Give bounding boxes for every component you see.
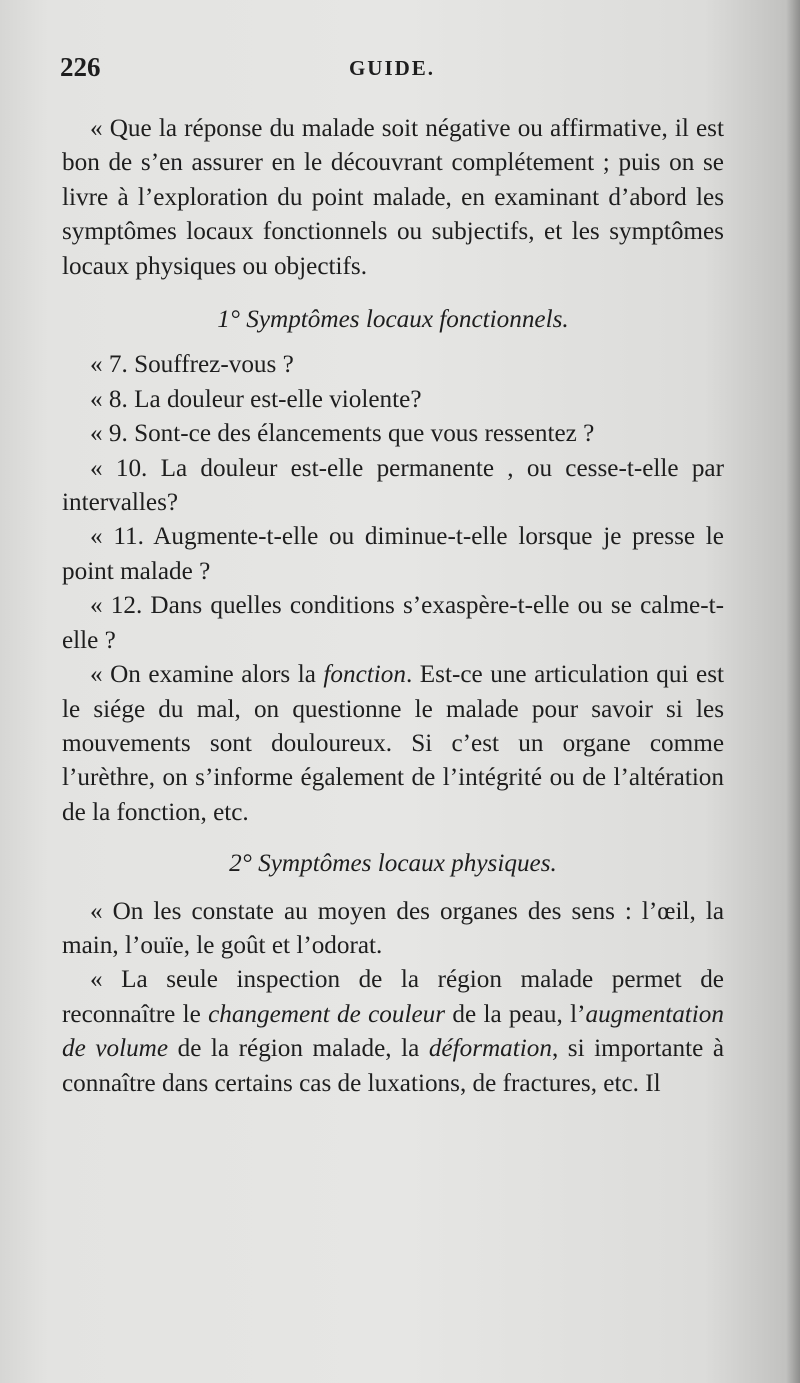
question-8: « 8. La douleur est-elle violente? [90, 385, 422, 413]
page-number: 226 [60, 52, 101, 82]
question-10: « 10. La douleur est-elle permanente , ou cesse-t-elle par intervalles? [62, 454, 724, 517]
fonction-paragraph: « On examine alors la fonction. Est-ce une articulation qui est le siége du mal, on questionne le malade pour savoir si les mouvements sont douloureux. Si c’est un organe comme l’urèthre, on s’informe également de l’intégrité ou de l’altération de la fonction, etc. [62, 661, 724, 826]
question-12: « 12. Dans quelles conditions s’exaspère-t-elle ou se calme-t-elle ? [62, 592, 724, 654]
section-heading-physical: 2° Symptômes locaux physiques. [229, 850, 557, 878]
intro-paragraph: « Que la réponse du malade soit négative ou affirmative, il est bon de s’en assurer en le découvrant complétement ; puis on se livre à l’exploration du point malade, en examinant d’abord les symptômes locaux fonctionnels ou subjectifs, et les symptômes locaux physiques ou objectifs. [62, 115, 724, 280]
inspection-paragraph: « La seule inspection de la région malade permet de reconnaître le changement de couleur de la peau, l’augmentation de volume de la région malade, la déformation, si importante à connaître dans certains cas de luxations, de fractures, etc. Il [62, 966, 724, 1097]
fonction-term: fonction [323, 661, 406, 689]
question-9: « 9. Sont-ce des élancements que vous ressentez ? [90, 420, 595, 448]
page-header [60, 52, 724, 92]
senses-paragraph: « On les constate au moyen des organes des sens : l’œil, la main, l’ouïe, le goût et l’odorat. [62, 897, 724, 959]
running-title: GUIDE. [348, 56, 436, 80]
term-color-change: changement de couleur [208, 1000, 446, 1028]
section-heading-functional: 1° Symptômes locaux fonctionnels. [217, 306, 569, 334]
question-7: « 7. Souffrez-vous ? [90, 351, 294, 379]
term-deformation: déformation [428, 1035, 552, 1063]
term-volume-increase: augmentation de volume [62, 1000, 724, 1063]
body-text [62, 112, 724, 1101]
question-11: « 11. Augmente-t-elle ou diminue-t-elle lorsque je presse le point malade ? [62, 523, 724, 585]
